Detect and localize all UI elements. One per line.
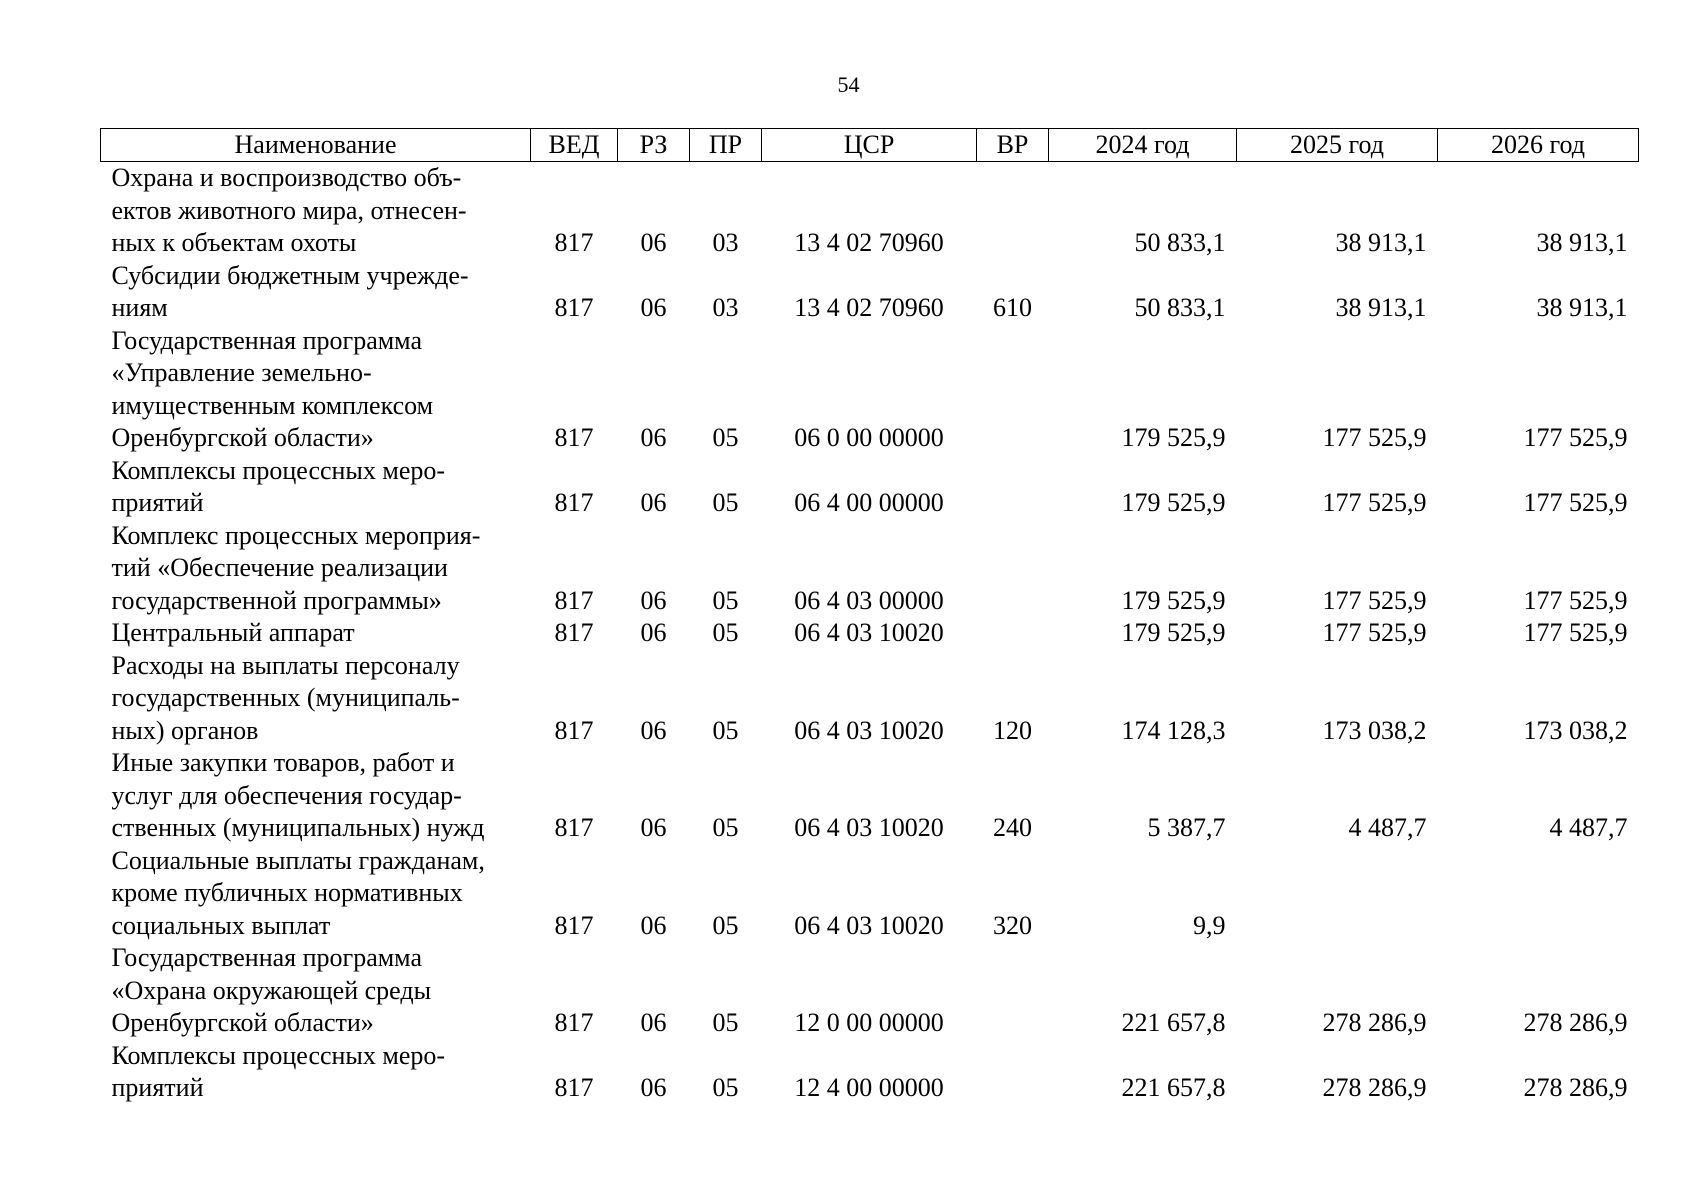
name-line: ных) органов <box>111 715 259 745</box>
cell-pr: 05 <box>712 1008 739 1037</box>
cell-vr <box>977 162 1049 260</box>
cell-pr: 05 <box>712 618 739 647</box>
cell-2026: 177 525,9 <box>1523 423 1628 452</box>
cell-rz: 06 <box>640 1008 667 1037</box>
cell-rz: 06 <box>640 293 667 322</box>
name-line: государственных (муниципаль- <box>111 683 460 712</box>
cell-pr: 05 <box>712 910 739 940</box>
cell-vr <box>977 1040 1049 1105</box>
cell-2024: 179 525,9 <box>1121 618 1226 647</box>
cell-2025 <box>1237 845 1438 943</box>
table-row <box>101 845 1639 943</box>
name-line: Оренбургской области» <box>111 423 374 452</box>
cell-2025: 278 286,9 <box>1322 1008 1427 1037</box>
table-row <box>101 617 1639 650</box>
name-line: Охрана и воспроизводство объ- <box>111 163 462 192</box>
cell-name <box>101 747 531 845</box>
cell-2025: 177 525,9 <box>1322 423 1427 452</box>
cell-2026: 173 038,2 <box>1523 715 1628 745</box>
cell-ved: 817 <box>554 715 594 745</box>
cell-2025: 278 286,9 <box>1322 1073 1427 1102</box>
table-header <box>101 129 1639 162</box>
cell-ved: 817 <box>554 585 594 615</box>
name-line: Иные закупки товаров, работ и <box>111 748 455 777</box>
cell-pr: 05 <box>712 715 739 745</box>
cell-vr <box>977 942 1049 1040</box>
cell-ved: 817 <box>554 910 594 940</box>
cell-2026: 177 525,9 <box>1523 585 1628 615</box>
cell-2024: 221 657,8 <box>1121 1008 1226 1037</box>
cell-ved: 817 <box>554 618 594 647</box>
cell-2026: 278 286,9 <box>1523 1073 1628 1102</box>
name-line: ственных (муниципальных) нужд <box>111 813 485 842</box>
header-row <box>101 129 1639 162</box>
cell-2024: 179 525,9 <box>1121 488 1226 517</box>
cell-rz: 06 <box>640 585 667 615</box>
name-line: услуг для обеспечения государ- <box>111 780 462 810</box>
table-row <box>101 325 1639 455</box>
cell-csr: 06 4 03 10020 <box>794 813 944 842</box>
cell-2025: 173 038,2 <box>1322 715 1427 745</box>
cell-2026: 177 525,9 <box>1523 488 1628 517</box>
header-rz: РЗ <box>618 129 690 162</box>
header-vr: ВР <box>977 129 1049 162</box>
name-line: Комплекс процессных мероприя- <box>111 520 481 550</box>
cell-rz: 06 <box>640 910 667 940</box>
name-line: «Охрана окружающей среды <box>111 975 432 1005</box>
cell-ved: 817 <box>554 228 594 257</box>
name-line: кроме публичных нормативных <box>111 878 463 907</box>
cell-rz: 06 <box>640 1073 667 1102</box>
cell-name <box>101 520 531 618</box>
cell-vr <box>977 520 1049 618</box>
name-line: Государственная программа <box>111 325 423 355</box>
cell-ved: 817 <box>554 813 594 842</box>
header-2024: 2024 год <box>1049 129 1237 162</box>
cell-2026: 38 913,1 <box>1536 293 1628 322</box>
cell-csr: 06 4 03 10020 <box>794 715 944 745</box>
cell-pr: 05 <box>712 488 739 517</box>
cell-csr: 06 4 03 10020 <box>794 618 944 647</box>
table-row <box>101 650 1639 748</box>
cell-csr: 12 0 00 00000 <box>794 1008 944 1037</box>
cell-name <box>101 617 531 650</box>
cell-vr <box>977 455 1049 520</box>
cell-rz: 06 <box>640 423 667 452</box>
cell-2024: 174 128,3 <box>1121 715 1226 745</box>
cell-name <box>101 325 531 455</box>
cell-name <box>101 162 531 260</box>
cell-vr: 320 <box>993 910 1032 940</box>
table-body <box>101 162 1639 1105</box>
cell-rz: 06 <box>640 488 667 517</box>
cell-2025: 177 525,9 <box>1322 585 1427 615</box>
cell-ved: 817 <box>554 423 594 452</box>
cell-rz: 06 <box>640 228 667 257</box>
name-line: ных к объектам охоты <box>111 228 357 257</box>
cell-2026: 4 487,7 <box>1549 813 1628 842</box>
cell-2025: 38 913,1 <box>1335 228 1427 257</box>
cell-2025: 4 487,7 <box>1348 813 1427 842</box>
table-row <box>101 1040 1639 1105</box>
cell-name <box>101 455 531 520</box>
cell-2024: 9,9 <box>1193 910 1226 940</box>
cell-pr: 05 <box>712 585 739 615</box>
name-line: Оренбургской области» <box>111 1008 374 1037</box>
cell-rz: 06 <box>640 813 667 842</box>
cell-vr: 120 <box>993 715 1032 745</box>
header-name: Наименование <box>101 129 531 162</box>
cell-2025: 177 525,9 <box>1322 488 1427 517</box>
cell-name <box>101 1040 531 1105</box>
cell-2026 <box>1438 845 1639 943</box>
name-line: Государственная программа <box>111 943 423 972</box>
cell-csr: 13 4 02 70960 <box>794 293 944 322</box>
header-2026: 2026 год <box>1438 129 1639 162</box>
name-line: «Управление земельно- <box>111 358 372 387</box>
header-ved: ВЕД <box>531 129 618 162</box>
cell-2024: 50 833,1 <box>1134 293 1226 322</box>
cell-rz: 06 <box>640 715 667 745</box>
table-row <box>101 260 1639 325</box>
header-csr: ЦСР <box>762 129 977 162</box>
name-line: Комплексы процессных меро- <box>111 455 446 485</box>
cell-2024: 50 833,1 <box>1134 228 1226 257</box>
cell-ved: 817 <box>554 1073 594 1102</box>
cell-rz: 06 <box>640 618 667 647</box>
cell-vr: 610 <box>993 293 1032 322</box>
name-line: Комплексы процессных меро- <box>111 1040 446 1070</box>
budget-table <box>100 128 1639 1105</box>
name-line: Социальные выплаты гражданам, <box>111 845 485 875</box>
cell-csr: 06 4 03 00000 <box>794 585 944 615</box>
name-line: государственной программы» <box>111 585 442 615</box>
cell-ved: 817 <box>554 488 594 517</box>
cell-pr: 03 <box>712 293 739 322</box>
cell-2025: 38 913,1 <box>1335 293 1427 322</box>
cell-2026: 278 286,9 <box>1523 1008 1628 1037</box>
cell-2024: 179 525,9 <box>1121 423 1226 452</box>
cell-csr: 06 0 00 00000 <box>794 423 944 452</box>
cell-2024: 221 657,8 <box>1121 1073 1226 1102</box>
name-line: Расходы на выплаты персоналу <box>111 650 460 680</box>
cell-2026: 38 913,1 <box>1536 228 1628 257</box>
name-line: Субсидии бюджетным учрежде- <box>111 260 469 290</box>
name-line: социальных выплат <box>111 910 331 940</box>
cell-vr: 240 <box>993 813 1032 842</box>
cell-pr: 03 <box>712 228 739 257</box>
cell-name <box>101 942 531 1040</box>
cell-name <box>101 650 531 748</box>
cell-name <box>101 260 531 325</box>
name-line: тий «Обеспечение реализации <box>111 553 448 582</box>
cell-csr: 12 4 00 00000 <box>794 1073 944 1102</box>
table-row <box>101 455 1639 520</box>
header-2025: 2025 год <box>1237 129 1438 162</box>
cell-2024: 179 525,9 <box>1121 585 1226 615</box>
name-line: имущественным комплексом <box>111 390 434 420</box>
cell-2026: 177 525,9 <box>1523 618 1628 647</box>
name-line: приятий <box>111 1073 204 1102</box>
cell-ved: 817 <box>554 1008 594 1037</box>
cell-ved: 817 <box>554 293 594 322</box>
cell-pr: 05 <box>712 813 739 842</box>
name-line: ектов животного мира, отнесен- <box>111 195 467 225</box>
cell-pr: 05 <box>712 1073 739 1102</box>
table-row <box>101 942 1639 1040</box>
cell-pr: 05 <box>712 423 739 452</box>
cell-vr <box>977 617 1049 650</box>
cell-csr: 13 4 02 70960 <box>794 228 944 257</box>
name-line: ниям <box>111 293 168 322</box>
cell-2025: 177 525,9 <box>1322 618 1427 647</box>
table-row <box>101 520 1639 618</box>
table-row <box>101 162 1639 260</box>
page-number: 54 <box>837 72 860 97</box>
name-line: Центральный аппарат <box>111 618 355 647</box>
cell-name <box>101 845 531 943</box>
name-line: приятий <box>111 488 204 517</box>
header-pr: ПР <box>690 129 762 162</box>
table-row <box>101 747 1639 845</box>
cell-csr: 06 4 00 00000 <box>794 488 944 517</box>
cell-2024: 5 387,7 <box>1147 813 1226 842</box>
cell-vr <box>977 325 1049 455</box>
cell-csr: 06 4 03 10020 <box>794 910 944 940</box>
